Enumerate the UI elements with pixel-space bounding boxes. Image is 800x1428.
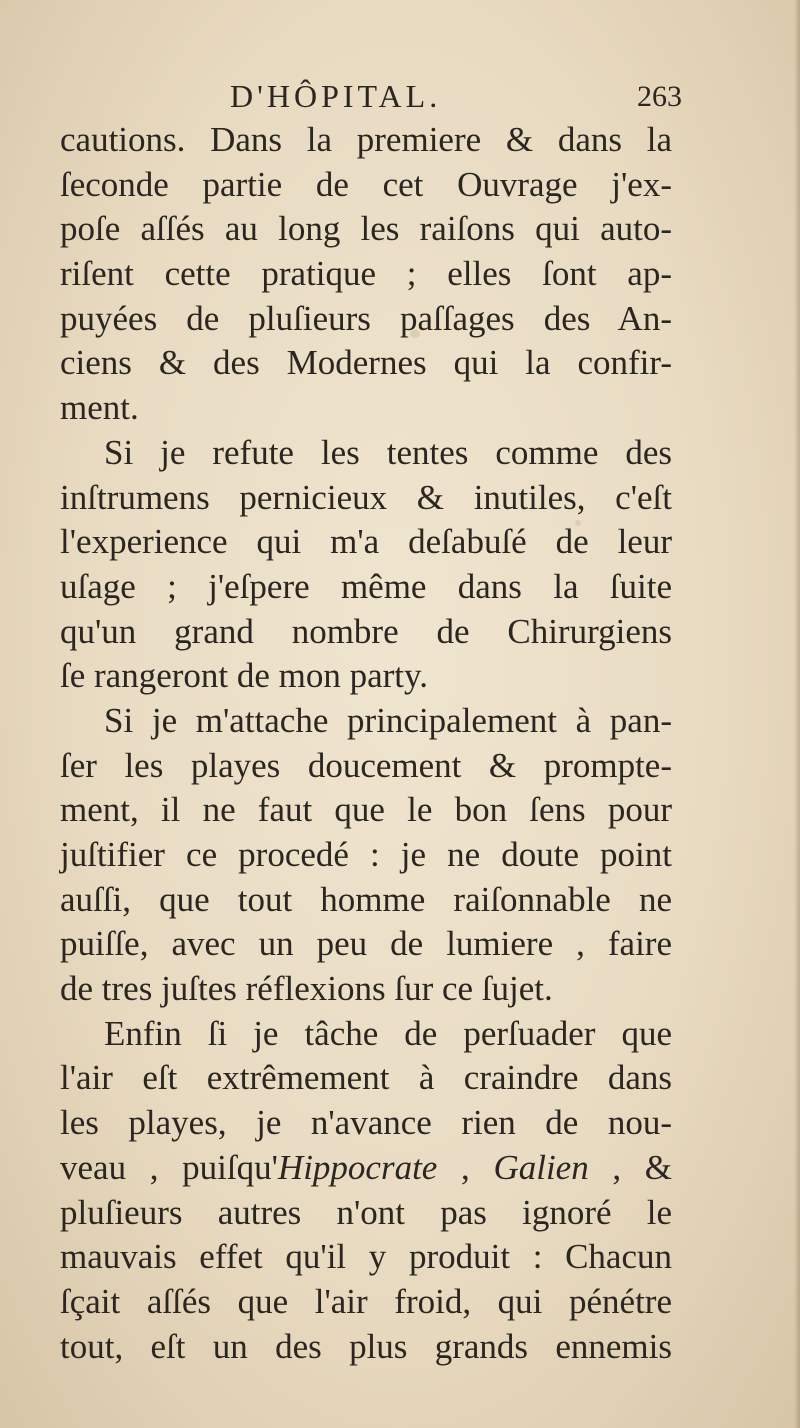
- page-edge-shadow: [794, 0, 800, 1428]
- page-number: 263: [637, 80, 682, 113]
- text-line: ſe rangeront de mon party.: [60, 656, 429, 696]
- paragraph-start-line: Si je m'attache principalement à pan-: [104, 700, 672, 740]
- text-line: tout, eſt un des plus grands ennemis: [60, 1326, 672, 1366]
- paragraph-start-line: Si je refute les tentes comme des: [104, 432, 672, 472]
- text-line: poſe aſſés au long les raiſons qui auto-: [60, 209, 672, 249]
- text-line: de tres juſtes réflexions ſur ce ſujet.: [60, 969, 553, 1009]
- text-line: qu'un grand nombre de Chirurgiens: [60, 611, 672, 651]
- text-line: ſeconde partie de cet Ouvrage j'ex-: [60, 164, 672, 204]
- text-line: l'experience qui m'a deſabuſé de leur: [60, 522, 672, 562]
- page-header: [60, 78, 680, 122]
- text-line: les playes, je n'avance rien de nou-: [60, 1103, 672, 1143]
- italic-name-hippocrate: Hippocrate: [277, 1147, 438, 1187]
- text-line: cautions. Dans la premiere & dans la: [60, 120, 672, 159]
- italic-name-galien: Galien: [493, 1147, 589, 1187]
- running-head: D'HÔPITAL.: [230, 78, 442, 114]
- text-line: ſçait aſſés que l'air froid, qui pénétre: [60, 1281, 672, 1321]
- text-line: auſſi, que tout homme raiſonnable ne: [60, 879, 672, 919]
- paragraph-start-line: Enfin ſi je tâche de perſuader que: [104, 1013, 672, 1053]
- body-text: [60, 118, 672, 1369]
- text-line: mauvais effet qu'il y produit : Chacun: [60, 1237, 672, 1277]
- text-line: ment, il ne faut que le bon ſens pour: [60, 790, 672, 830]
- text-line: riſent cette pratique ; elles ſont ap-: [60, 254, 672, 294]
- text-line: juſtifier ce procedé : je ne doute point: [60, 835, 672, 874]
- text-fragment: veau , puiſqu': [60, 1147, 278, 1187]
- text-line: pluſieurs autres n'ont pas ignoré le: [60, 1192, 672, 1232]
- text-line: ſer les playes doucement & prompte-: [60, 745, 672, 785]
- text-line: l'air eſt extrêmement à craindre dans: [60, 1058, 672, 1098]
- text-line: inſtrumens pernicieux & inutiles, c'eſt: [60, 477, 672, 517]
- text-fragment: , &: [588, 1147, 673, 1187]
- text-line: puiſſe, avec un peu de lumiere , faire: [60, 924, 672, 964]
- text-line: puyées de pluſieurs paſſages des An-: [60, 298, 672, 338]
- text-fragment: ,: [437, 1147, 494, 1187]
- text-line: ment.: [60, 388, 139, 428]
- text-line: uſage ; j'eſpere même dans la ſuite: [60, 566, 672, 606]
- text-line: ciens & des Modernes qui la confir-: [60, 343, 672, 383]
- text-line-with-italics: [60, 1146, 672, 1191]
